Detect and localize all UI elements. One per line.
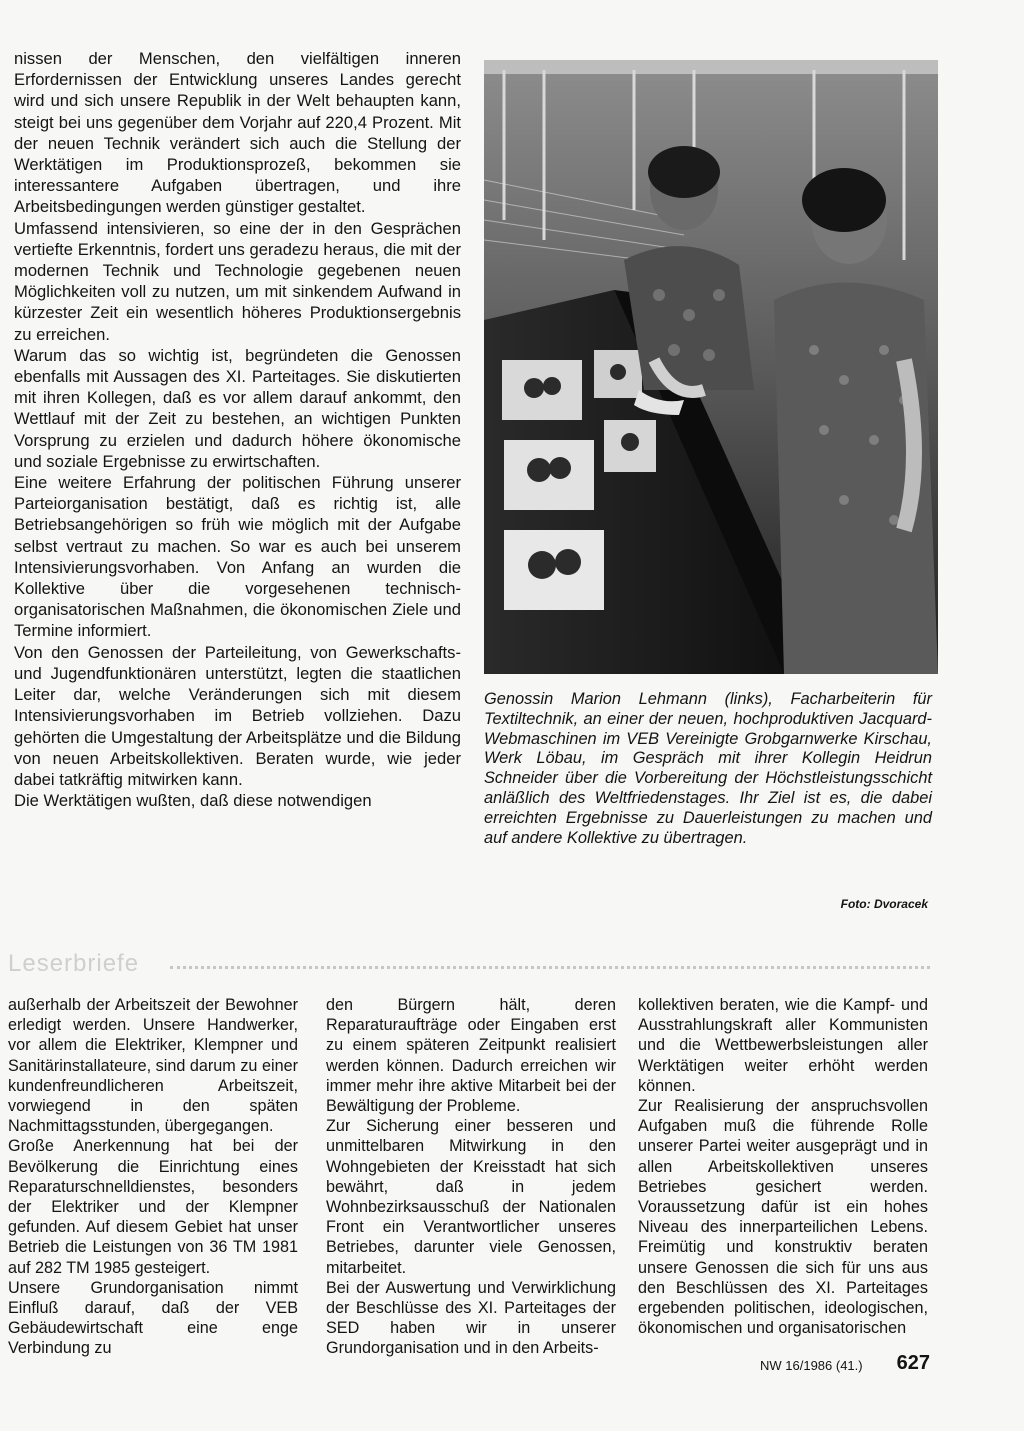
article-column xyxy=(14,48,461,811)
article-paragraph: Eine weitere Erfahrung der politischen Führung unserer Parteiorganisation bestätigt, daß es richtig ist, alle Betriebsangehörigen so früh wie möglich mit der Aufgabe selbst vertraut zu machen. So war es auch bei unserem Intensivierungsvorhaben. Von Anfang an wurden die Kollektive über die vorgesehenen technisch-organisatorischen Maßnahmen, die ökonomischen Ziele und Termine informiert. xyxy=(14,473,461,641)
letter-paragraph: den Bürgern hält, deren Reparaturaufträge oder Eingaben erst zu einem späteren Zeitpunkt realisiert werden können. Dadurch erreichen wir immer mehr ihre aktive Mitarbeit bei der Bewältigung der Probleme. xyxy=(326,996,616,1116)
issue-label: NW 16/1986 (41.) xyxy=(760,1358,863,1373)
letters-column-3 xyxy=(638,995,928,1338)
letter-paragraph: kollektiven beraten, wie die Kampf- und Ausstrahlungskraft aller Kommunisten und die Wettbewerbsleistungen aller Werktätigen weiter erhöht werden können. xyxy=(638,996,928,1095)
article-paragraph: nissen der Menschen, den vielfältigen inneren Erfordernissen der Entwicklung unseres Landes gerecht wird und sich unsere Republik in der Welt behaupten kann, steigt bei uns gegenüber dem Vorjahr auf 220,4 Prozent. Mit der neuen Technik verändert sich auch die Stellung der Werktätigen im Produktionsprozeß, bekommen sie interessantere Aufgaben übertragen, und ihre Arbeitsbedingungen werden günstiger gestaltet. xyxy=(14,49,461,217)
article-paragraph: Von den Genossen der Parteileitung, von Gewerkschafts- und Jugendfunktionären unterstützt, legten die staatlichen Leiter dar, welche Veränderungen sich mit diesem Intensivierungsvorhaben im Betrieb vollziehen. Dazu gehörten die Umgestaltung der Arbeitsplätze und die Bildung von neuen Arbeitskollektiven. Beraten wurde, wie jeder dabei tatkräftig mitwirken kann. xyxy=(14,642,461,789)
letter-paragraph: außerhalb der Arbeitszeit der Bewohner erledigt werden. Unsere Handwerker, vor allem die Elektriker, Klempner und Sanitärinstallateure, sind darum zu einer kundenfreundlicheren Arbeitszeit, vorwiegend in den späten Nachmittagsstunden, übergegangen. xyxy=(8,996,298,1136)
letters-column-2 xyxy=(326,995,616,1359)
page-number: 627 xyxy=(896,1352,930,1374)
article-paragraph: Warum das so wichtig ist, begründeten die Genossen ebenfalls mit Aussagen des XI. Parteitages. Sie diskutierten mit ihren Kollegen, daß es vor allem darauf ankommt, den Wettlauf mit der Zeit zu bestehen, an wichtigen Punkten Vorsprung zu erzielen und dadurch höhere ökonomische und soziale Ergebnisse zu erwirtschaften. xyxy=(14,345,461,471)
article-paragraph: Umfassend intensivieren, so eine der in den Gesprächen vertiefte Erkenntnis, fordert uns geradezu heraus, die mit der modernen Technik und Technologie gegebenen neuen Möglichkeiten voll zu nutzen, um mit sinkendem Aufwand in kürzester Zeit ein wesentlich höheres Produktionsergebnis zu erreichen. xyxy=(14,218,461,344)
letters-column-1 xyxy=(8,995,298,1359)
section-title: Leserbriefe xyxy=(8,950,140,977)
photo-caption: Genossin Marion Lehmann (links), Facharbeiterin für Textiltechnik, an einer der neuen, hochproduktiven Jacquard-Webmaschinen im VEB Vereinigte Grobgarnwerke Kirschau, Werk Löbau, im Gespräch mit ihrer Kollegin Heidrun Schneider über die Vorbereitung der Höchstleistungsschicht anläßlich des Weltfriedenstages. Ihr Ziel ist es, die dabei erreichten Ergebnisse zu Dauerleistungen zu machen und auf andere Kollektive zu übertragen. xyxy=(484,690,932,847)
letter-paragraph: Zur Sicherung einer besseren und unmittelbaren Mitwirkung in den Wohngebieten der Kreisstadt hat sich bewährt, daß in jedem Wohnbezirksausschuß der Nationalen Front ein Verantwortlicher unseres Betriebes, darunter viele Genossen, mitarbeitet. xyxy=(326,1117,616,1277)
letter-paragraph: Große Anerkennung hat bei der Bevölkerung die Einrichtung eines Reparaturschnelldienstes, besonders der Elektriker und der Klempner gefunden. Auf diesem Gebiet hat unser Betrieb die Leistungen von 36 TM 1981 auf 282 TM 1985 gesteigert. xyxy=(8,1137,298,1277)
weaving-machine-photo xyxy=(484,60,938,674)
article-paragraph: Die Werktätigen wußten, daß diese notwendigen xyxy=(14,791,372,811)
letter-paragraph: Zur Realisierung der anspruchsvollen Aufgaben muß die führende Rolle unserer Partei weiter ausgeprägt und in allen Arbeitskollektiven unseres Betriebes gesichert werden. Voraussetzung dafür ist ein hohes Niveau des innerparteilichen Lebens. Freimütig und konstruktiv beraten unsere Genossen die sich für uns aus den Beschlüssen des XI. Parteitages ergebenden politischen, ideologischen, ökonomischen und organisatorischen xyxy=(638,1097,928,1338)
section-divider xyxy=(170,966,930,969)
section-header xyxy=(8,950,930,982)
article-photo xyxy=(484,60,938,674)
letter-paragraph: Unsere Grundorganisation nimmt Einfluß darauf, daß der VEB Gebäudewirtschaft eine enge Verbindung zu xyxy=(8,1278,298,1358)
photo-credit: Foto: Dvoracek xyxy=(840,897,928,911)
letter-paragraph: Bei der Auswertung und Verwirklichung der Beschlüsse des XI. Parteitages der SED haben wir in unserer Grundorganisation und in den Arbeits- xyxy=(326,1278,616,1358)
